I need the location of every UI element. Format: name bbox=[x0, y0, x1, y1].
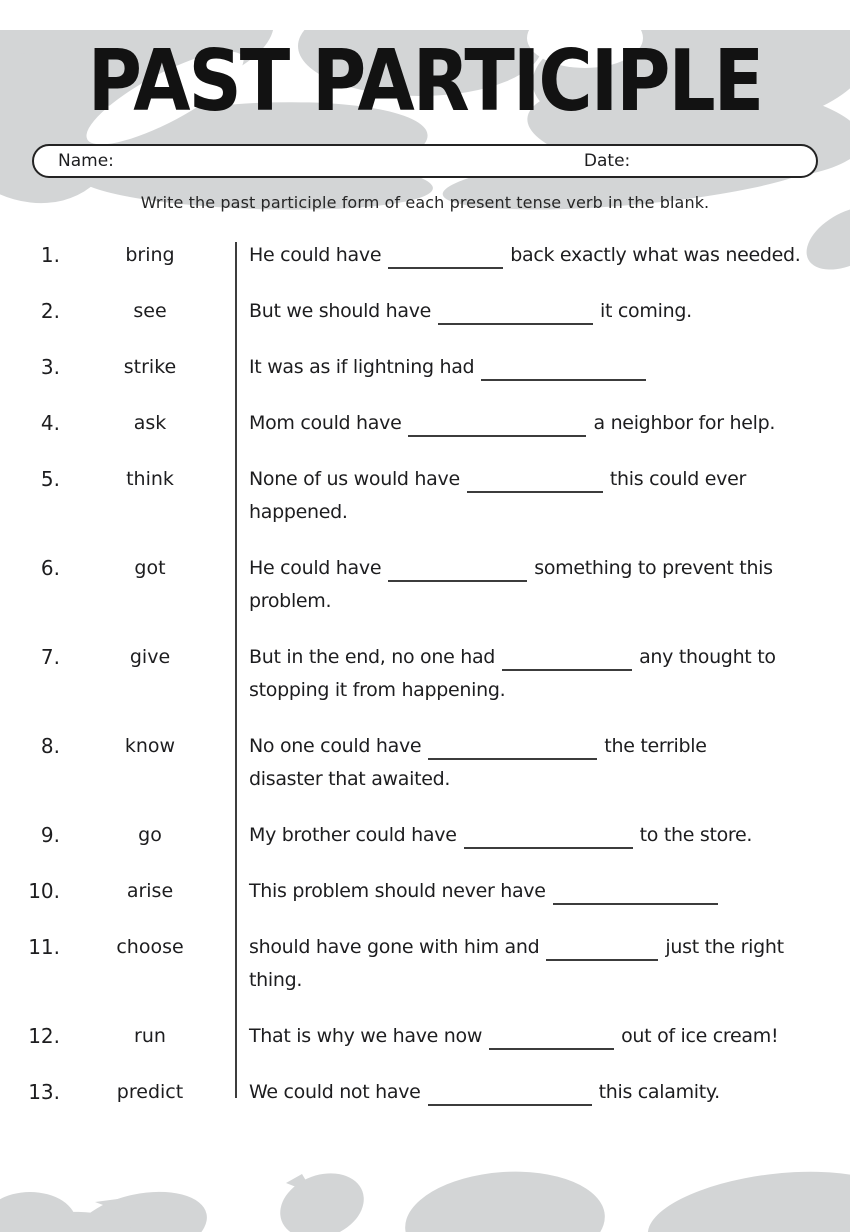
answer-blank[interactable] bbox=[428, 734, 597, 760]
row-number: 13. bbox=[28, 1080, 60, 1104]
sentence-post: something to prevent this bbox=[534, 557, 773, 579]
verb-cell: go bbox=[138, 824, 162, 846]
instruction-text: Write the past participle form of each present tense verb in the blank. bbox=[140, 193, 710, 212]
sentence-pre: That is why we have now bbox=[249, 1025, 483, 1047]
verb-cell: see bbox=[133, 300, 167, 322]
sentence-pre: We could not have bbox=[249, 1081, 421, 1103]
date-field[interactable] bbox=[630, 146, 792, 176]
sentence-cell bbox=[236, 552, 850, 618]
answer-blank[interactable] bbox=[388, 243, 503, 269]
answer-blank[interactable] bbox=[553, 879, 718, 905]
row-number: 3. bbox=[40, 355, 60, 379]
worksheet-row bbox=[0, 875, 850, 908]
answer-blank[interactable] bbox=[428, 1080, 592, 1106]
sentence-pre: This problem should never have bbox=[249, 880, 546, 902]
sentence-cell bbox=[236, 641, 850, 707]
row-number: 6. bbox=[40, 556, 60, 580]
sentence-cell bbox=[236, 1020, 850, 1053]
sentence-line2: happened. bbox=[249, 501, 348, 523]
sentence-line2: problem. bbox=[249, 590, 332, 612]
row-number: 9. bbox=[40, 823, 60, 847]
sentence-cell bbox=[236, 931, 850, 997]
row-number: 1. bbox=[40, 243, 60, 267]
sentence-line2: thing. bbox=[249, 969, 303, 991]
sentence-cell bbox=[236, 463, 850, 529]
verb-cell: know bbox=[124, 735, 176, 757]
row-number: 8. bbox=[40, 734, 60, 758]
sentence-post: back exactly what was needed. bbox=[510, 244, 801, 266]
verb-cell: arise bbox=[126, 880, 174, 902]
sentence-cell bbox=[236, 239, 850, 272]
sentence-post: out of ice cream! bbox=[621, 1025, 779, 1047]
answer-blank[interactable] bbox=[489, 1024, 614, 1050]
sentence-post: this calamity. bbox=[598, 1081, 720, 1103]
row-number: 11. bbox=[28, 935, 60, 959]
name-label: Name: bbox=[58, 151, 114, 171]
sentence-pre: None of us would have bbox=[249, 468, 460, 490]
worksheet-row bbox=[0, 351, 850, 384]
sentence-pre: He could have bbox=[249, 557, 382, 579]
sentence-post: a neighbor for help. bbox=[593, 412, 776, 434]
sentence-post: this could ever bbox=[609, 468, 746, 490]
sentence-pre: But in the end, no one had bbox=[249, 646, 496, 668]
sentence-post: the terrible bbox=[604, 735, 707, 757]
row-number: 7. bbox=[40, 645, 60, 669]
sentence-post: just the right bbox=[665, 936, 784, 958]
date-label: Date: bbox=[583, 151, 631, 171]
worksheet-row bbox=[0, 1076, 850, 1109]
worksheet-row bbox=[0, 407, 850, 440]
page-title: PAST PARTICIPLE bbox=[87, 32, 763, 131]
column-divider bbox=[235, 242, 237, 1098]
sentence-cell bbox=[236, 819, 850, 852]
verb-cell: bring bbox=[125, 244, 175, 266]
answer-blank[interactable] bbox=[502, 645, 632, 671]
sentence-pre: But we should have bbox=[249, 300, 432, 322]
verb-cell: choose bbox=[116, 936, 184, 958]
row-number: 2. bbox=[40, 299, 60, 323]
name-field[interactable] bbox=[114, 146, 584, 176]
answer-blank[interactable] bbox=[438, 299, 593, 325]
verb-cell: run bbox=[134, 1025, 166, 1047]
sentence-cell bbox=[236, 875, 850, 908]
worksheet-row bbox=[0, 730, 850, 796]
answer-blank[interactable] bbox=[388, 556, 527, 582]
sentence-pre: My brother could have bbox=[249, 824, 457, 846]
verb-cell: give bbox=[129, 646, 171, 668]
sentence-post: any thought to bbox=[639, 646, 776, 668]
sentence-pre: It was as if lightning had bbox=[249, 356, 475, 378]
answer-blank[interactable] bbox=[467, 467, 603, 493]
worksheet-page bbox=[0, 30, 850, 1232]
sentence-pre: should have gone with him and bbox=[249, 936, 540, 958]
worksheet-row bbox=[0, 1020, 850, 1053]
row-number: 4. bbox=[40, 411, 60, 435]
sentence-post: to the store. bbox=[639, 824, 753, 846]
verb-cell: think bbox=[126, 468, 174, 490]
worksheet-row bbox=[0, 295, 850, 328]
row-number: 10. bbox=[28, 879, 60, 903]
row-number: 12. bbox=[28, 1024, 60, 1048]
worksheet-row bbox=[0, 931, 850, 997]
sentence-cell bbox=[236, 295, 850, 328]
answer-blank[interactable] bbox=[546, 935, 658, 961]
sentence-cell bbox=[236, 730, 850, 796]
row-number: 5. bbox=[40, 467, 60, 491]
verb-cell: predict bbox=[116, 1081, 184, 1103]
sentence-line2: disaster that awaited. bbox=[249, 768, 451, 790]
answer-blank[interactable] bbox=[464, 823, 633, 849]
sentence-cell bbox=[236, 1076, 850, 1109]
worksheet-row bbox=[0, 641, 850, 707]
sentence-pre: Mom could have bbox=[249, 412, 402, 434]
worksheet-row bbox=[0, 552, 850, 618]
verb-cell: ask bbox=[133, 412, 167, 434]
worksheet-table bbox=[0, 239, 850, 1109]
sentence-cell bbox=[236, 351, 850, 384]
answer-blank[interactable] bbox=[481, 355, 646, 381]
sentence-pre: He could have bbox=[249, 244, 382, 266]
worksheet-row bbox=[0, 239, 850, 272]
worksheet-row bbox=[0, 819, 850, 852]
sentence-cell bbox=[236, 407, 850, 440]
sentence-line2: stopping it from happening. bbox=[249, 679, 506, 701]
name-date-bar bbox=[32, 144, 818, 178]
sentence-post: it coming. bbox=[600, 300, 692, 322]
answer-blank[interactable] bbox=[408, 411, 586, 437]
verb-cell: strike bbox=[123, 356, 177, 378]
verb-cell: got bbox=[134, 557, 166, 579]
sentence-pre: No one could have bbox=[249, 735, 422, 757]
worksheet-row bbox=[0, 463, 850, 529]
